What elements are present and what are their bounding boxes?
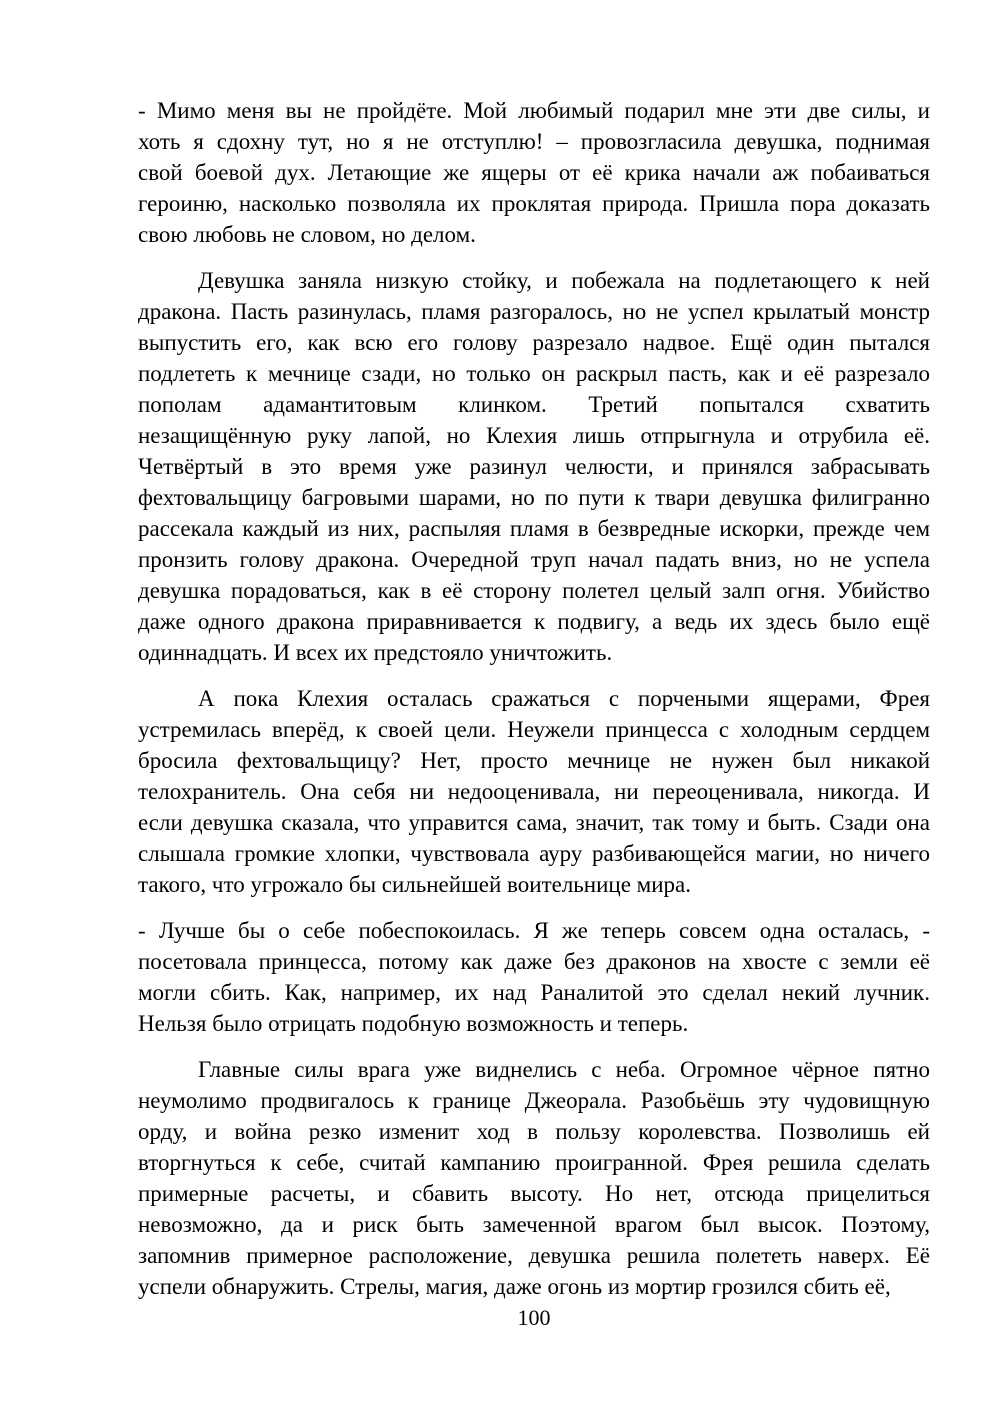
paragraph <box>138 683 930 900</box>
paragraph-line: слышала громкие хлопки, чувствовала ауру разбивающейся магии, но ничего <box>138 841 930 866</box>
paragraph-line: выпустить его, как всю его голову разрезало надвое. Ещё один пытался <box>138 330 930 355</box>
paragraph-line: - Мимо меня вы не пройдёте. Мой любимый подарил мне эти две силы, и <box>138 98 930 123</box>
paragraph-line: посетовала принцесса, потому как даже без драконов на хвосте с земли её <box>138 949 930 974</box>
paragraph-line: А пока Клехия осталась сражаться с порчеными ящерами, Фрея <box>198 686 930 711</box>
paragraph-line: телохранитель. Она себя ни недооценивала, ни переоценивала, никогда. И <box>138 779 930 804</box>
paragraph-line: незащищённую руку лапой, но Клехия лишь отпрыгнула и отрубила её. <box>138 423 930 448</box>
paragraph-line: невозможно, да и риск быть замеченной врагом был высок. Поэтому, <box>138 1212 930 1237</box>
paragraph-line: запомнив примерное расположение, девушка решила полететь наверх. Её <box>138 1243 930 1268</box>
paragraph-line: устремилась вперёд, к своей цели. Неужели принцесса с холодным сердцем <box>138 717 930 742</box>
paragraph-line: Нельзя было отрицать подобную возможность и теперь. <box>138 1011 689 1036</box>
paragraph-line: даже одного дракона приравнивается к подвигу, а ведь их здесь было ещё <box>138 609 930 634</box>
paragraph-line: пронзить голову дракона. Очередной труп начал падать вниз, но не успела <box>138 547 930 572</box>
paragraph-line: такого, что угрожало бы сильнейшей воительнице мира. <box>138 872 691 897</box>
paragraph-line: если девушка сказала, что управится сама, значит, так тому и быть. Сзади она <box>138 810 930 835</box>
paragraph-line: вторгнуться к себе, считай кампанию проигранной. Фрея решила сделать <box>138 1150 930 1175</box>
paragraph-line: орду, и война резко изменит ход в пользу королевства. Позволишь ей <box>138 1119 930 1144</box>
paragraph-line: фехтовальщицу багровыми шарами, но по пути к твари девушка филигранно <box>138 485 930 510</box>
paragraph-line: дракона. Пасть разинулась, пламя разгоралось, но не успел крылатый монстр <box>138 299 930 324</box>
paragraph-line: рассекала каждый из них, распыляя пламя в безвредные искорки, прежде чем <box>138 516 930 541</box>
paragraph <box>138 915 930 1039</box>
paragraph <box>138 1054 930 1302</box>
text-block <box>138 95 930 1302</box>
paragraph-line: подлететь к мечнице сзади, но только он раскрыл пасть, как и её разрезало <box>138 361 930 386</box>
paragraph-line: - Лучше бы о себе побеспокоилась. Я же теперь совсем одна осталась, - <box>138 918 930 943</box>
paragraph <box>138 95 930 250</box>
paragraph-line: могли сбить. Как, например, их над Раналитой это сделал некий лучник. <box>138 980 930 1005</box>
paragraph-line: неумолимо продвигалось к границе Джеорала. Разобьёшь эту чудовищную <box>138 1088 930 1113</box>
paragraph-line: хоть я сдохну тут, но я не отступлю! – провозгласила девушка, поднимая <box>138 129 930 154</box>
paragraph-line: Четвёртый в это время уже разинул челюсти, и принялся забрасывать <box>138 454 930 479</box>
paragraph-line: бросила фехтовальщицу? Нет, просто мечнице не нужен был никакой <box>138 748 930 773</box>
paragraph-line: успели обнаружить. Стрелы, магия, даже огонь из мортир грозился сбить её, <box>138 1274 891 1299</box>
paragraph-line: Девушка заняла низкую стойку, и побежала на подлетающего к ней <box>198 268 930 293</box>
paragraph <box>138 265 930 668</box>
paragraph-line: свою любовь не словом, но делом. <box>138 222 476 247</box>
paragraph-line: примерные расчеты, и сбавить высоту. Но нет, отсюда прицелиться <box>138 1181 930 1206</box>
paragraph-line: свой боевой дух. Летающие же ящеры от её крика начали аж побаиваться <box>138 160 930 185</box>
paragraph-line: героиню, насколько позволяла их проклятая природа. Пришла пора доказать <box>138 191 930 216</box>
paragraph-line: одиннадцать. И всех их предстояло уничтожить. <box>138 640 613 665</box>
paragraph-line: девушка порадоваться, как в её сторону полетел целый залп огня. Убийство <box>138 578 930 603</box>
paragraph-line: пополам адамантитовым клинком. Третий попытался схватить <box>138 392 930 417</box>
page-number: 100 <box>517 1305 551 1330</box>
paragraph-line: Главные силы врага уже виднелись с неба. Огромное чёрное пятно <box>198 1057 930 1082</box>
